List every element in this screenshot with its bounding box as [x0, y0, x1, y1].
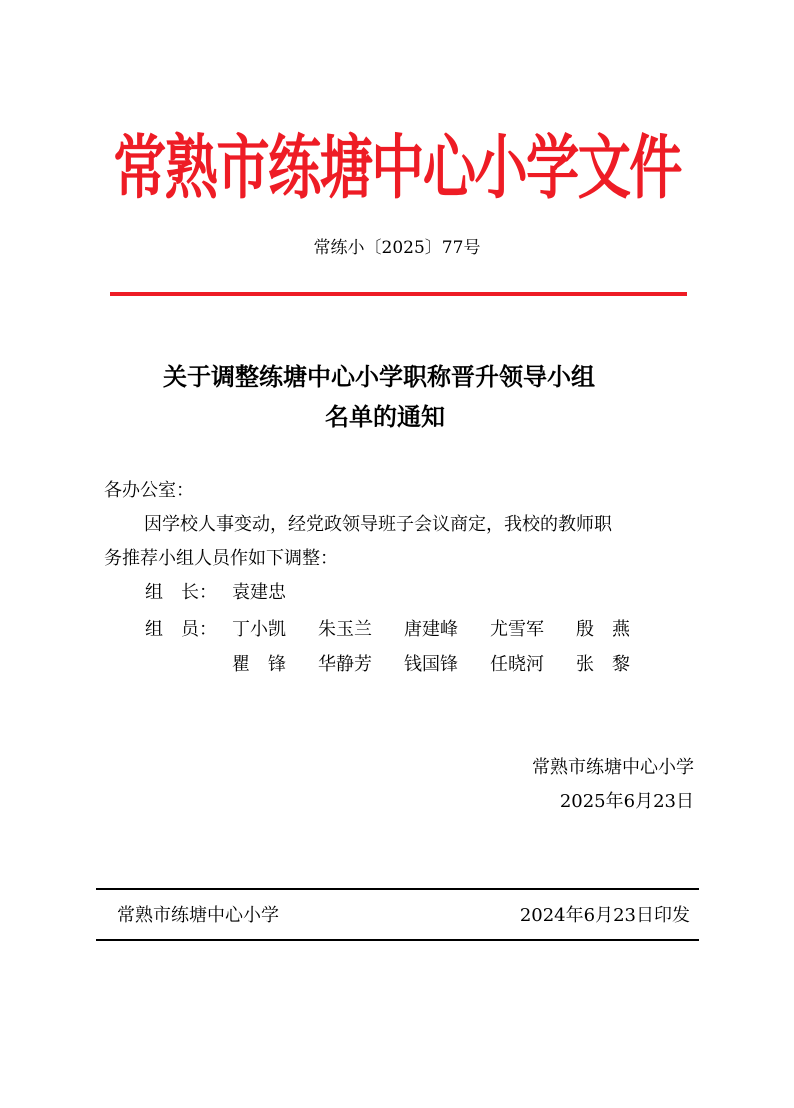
notice-title-line-1: 关于调整练塘中心小学职称晋升领导小组 — [163, 363, 595, 391]
footer-issue-date: 2024年6月23日印发 — [519, 905, 690, 926]
member-name: 唐建峰 — [404, 619, 458, 640]
footer-organization: 常熟市练塘中心小学 — [117, 905, 279, 926]
member-name: 尤雪军 — [490, 619, 544, 640]
members-row-2 — [232, 652, 638, 678]
member-name: 瞿 锋 — [232, 654, 286, 675]
member-name: 钱国锋 — [404, 654, 458, 675]
masthead-title: 常熟市练塘中心小学文件 — [113, 126, 681, 209]
members-row-1 — [232, 617, 638, 643]
leader-name: 袁建忠 — [232, 582, 286, 603]
members-label: 组 员： — [145, 619, 217, 640]
member-name: 丁小凯 — [232, 619, 286, 640]
red-separator-line — [110, 292, 687, 296]
signature-date: 2025年6月23日 — [559, 791, 694, 812]
notice-title-line-2: 名单的通知 — [325, 403, 445, 431]
member-name: 任晓河 — [490, 654, 544, 675]
footer-bottom-rule — [96, 939, 699, 941]
footer-top-rule — [96, 888, 699, 890]
salutation: 各办公室： — [104, 480, 194, 501]
leader-label: 组 长： — [145, 582, 217, 603]
member-name: 张 黎 — [576, 654, 630, 675]
document-number: 常练小〔2025〕77号 — [313, 238, 481, 258]
body-paragraph-line-1: 因学校人事变动，经党政领导班子会议商定，我校的教师职 — [144, 514, 612, 535]
signature-organization: 常熟市练塘中心小学 — [532, 757, 694, 778]
body-paragraph-line-2: 务推荐小组人员作如下调整： — [104, 548, 338, 569]
member-name: 朱玉兰 — [318, 619, 372, 640]
member-name: 殷 燕 — [576, 619, 630, 640]
member-name: 华静芳 — [318, 654, 372, 675]
